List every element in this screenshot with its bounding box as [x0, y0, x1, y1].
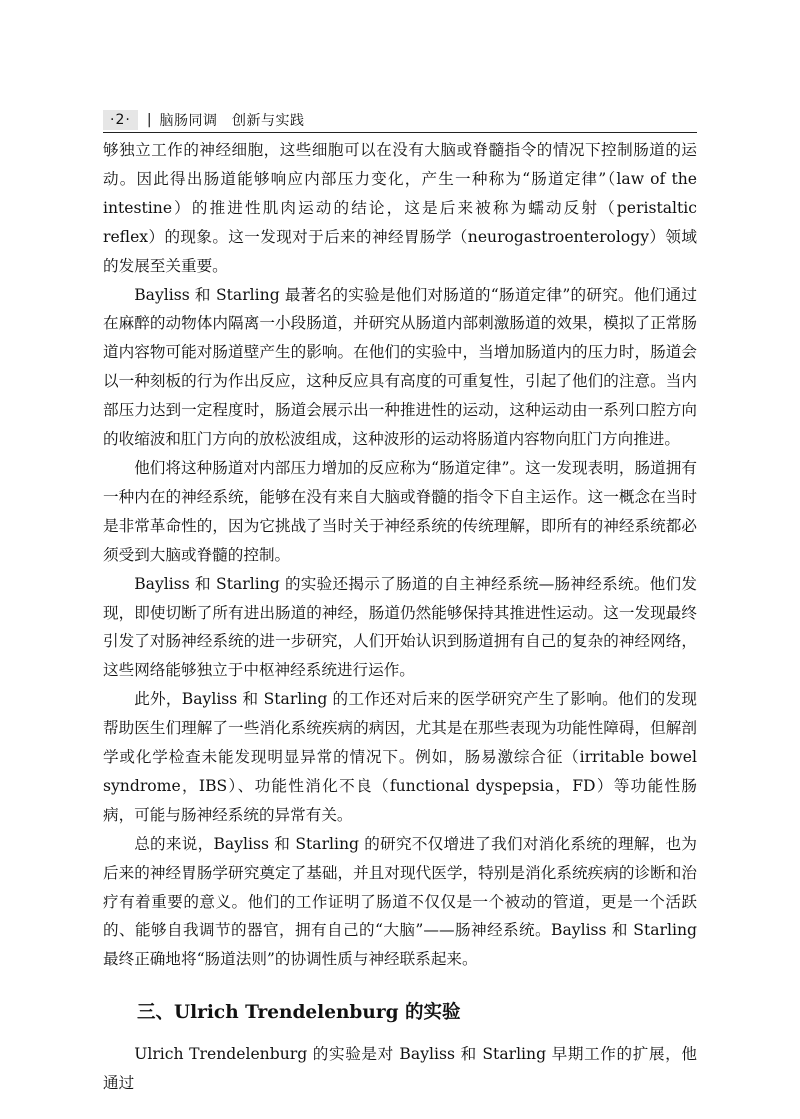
document-page	[103, 108, 697, 1098]
paragraph-7: Ulrich Trendelenburg 的实验是对 Bayliss 和 Starling 早期工作的扩展，他通过	[103, 1045, 697, 1093]
body-text	[103, 136, 697, 1098]
header-divider: |	[146, 112, 152, 128]
book-title: 脑肠同调 创新与实践	[159, 113, 305, 129]
paragraph-2: Bayliss 和 Starling 最著名的实验是他们对肠道的“肠道定律”的研究。他们通过在麻醉的动物体内隔离一小段肠道，并研究从肠道内部刺激肠道的效果，模拟了正常肠道内容物可能对肠道壁产生的影响。在他们的实验中，当增加肠道内的压力时，肠道会以一种刻板的行为作出反应，这种反应具有高度的可重复性，引起了他们的注意。当内部压力达到一定程度时，肠道会展示出一种推进性的运动，这种运动由一系列口腔方向的收缩波和肛门方向的放松波组成，这种波形的运动将肠道内容物向肛门方向推进。	[103, 285, 697, 449]
page-number: ·2·	[103, 110, 138, 130]
paragraph-5: 此外，Bayliss 和 Starling 的工作还对后来的医学研究产生了影响。他们的发现帮助医生们理解了一些消化系统疾病的病因，尤其是在那些表现为功能性障碍，但解剖学或化学检查未能发现明显异常的情况下。例如，肠易激综合征（irritable bowel syndrome，IBS）、功能性消化不良（functional dyspepsia，FD）等功能性肠病，可能与肠神经系统的异常有关。	[103, 690, 697, 824]
paragraph-6: 总的来说，Bayliss 和 Starling 的研究不仅增进了我们对消化系统的理解，也为后来的神经胃肠学研究奠定了基础，并且对现代医学，特别是消化系统疾病的诊断和治疗有着重要的意义。他们的工作证明了肠道不仅仅是一个被动的管道，更是一个活跃的、能够自我调节的器官，拥有自己的“大脑”——肠神经系统。Bayliss 和 Starling 最终正确地将“肠道法则”的协调性质与神经联系起来。	[103, 834, 697, 969]
section-heading: 三、Ulrich Trendelenburg 的实验	[137, 1002, 461, 1024]
paragraph-3: 他们将这种肠道对内部压力增加的反应称为“肠道定律”。这一发现表明，肠道拥有一种内在的神经系统，能够在没有来自大脑或脊髓的指令下自主运作。这一概念在当时是非常革命性的，因为它挑战了当时关于神经系统的传统理解，即所有的神经系统都必须受到大脑或脊髓的控制。	[103, 458, 697, 564]
running-header	[103, 108, 697, 133]
paragraph-1: 够独立工作的神经细胞，这些细胞可以在没有大脑或脊髓指令的情况下控制肠道的运动。因此得出肠道能够响应内部压力变化，产生一种称为“肠道定律”（law of the intestine）的推进性肌肉运动的结论，这是后来被称为蠕动反射（peristaltic reflex）的现象。这一发现对于后来的神经胃肠学（neurogastroenterology）领域的发展至关重要。	[103, 141, 697, 275]
paragraph-4: Bayliss 和 Starling 的实验还揭示了肠道的自主神经系统—肠神经系统。他们发现，即使切断了所有进出肠道的神经，肠道仍然能够保持其推进性运动。这一发现最终引发了对肠神经系统的进一步研究，人们开始认识到肠道拥有自己的复杂的神经网络，这些网络能够独立于中枢神经系统进行运作。	[103, 574, 697, 680]
